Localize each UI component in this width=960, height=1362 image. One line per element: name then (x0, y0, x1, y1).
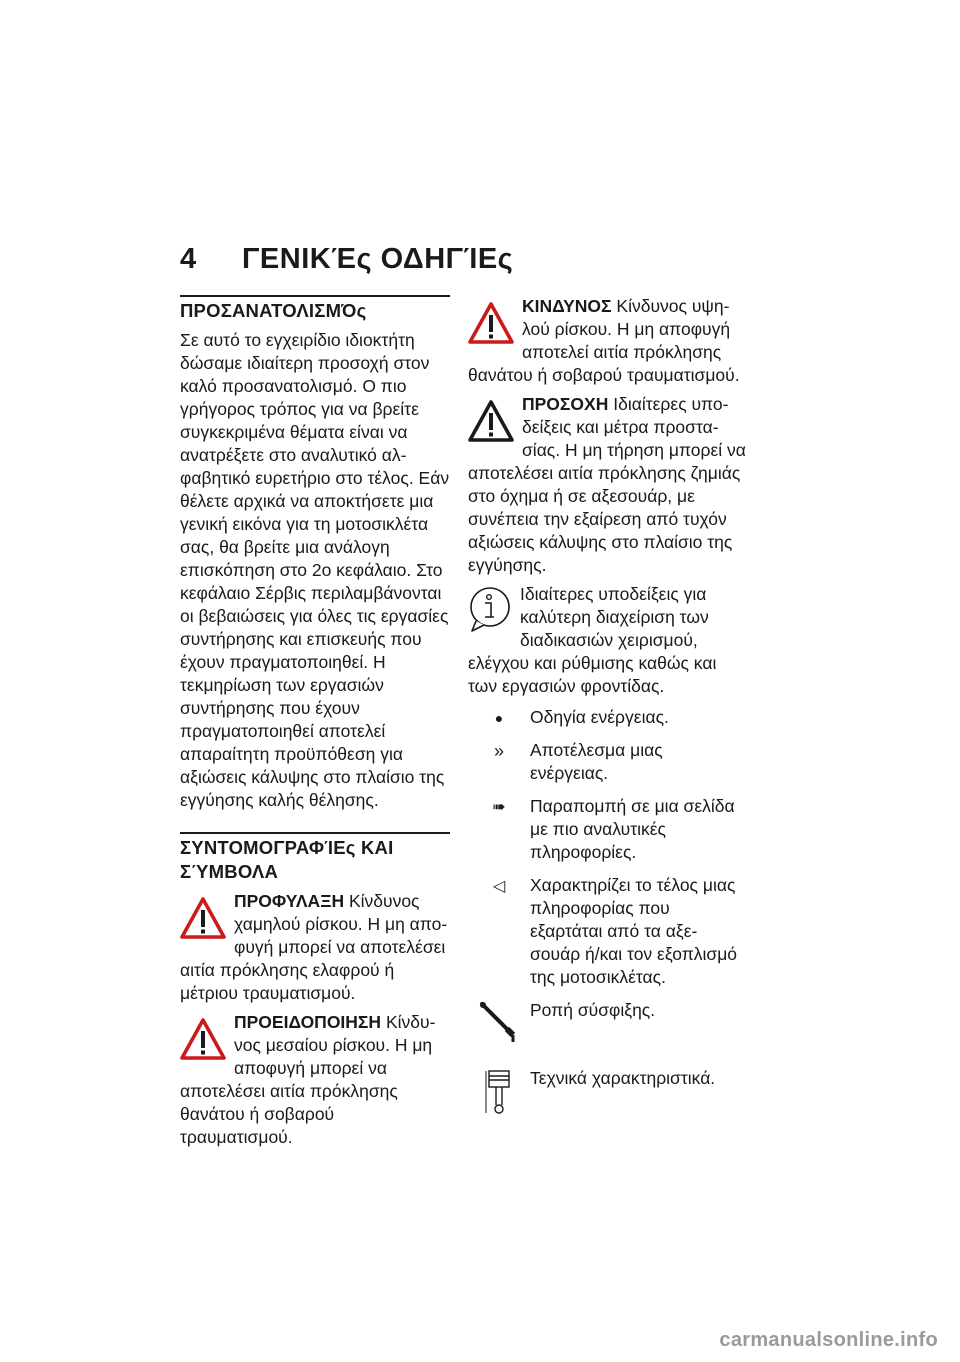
note-text: Ιδιαίτερες υποδείξεις για καλύτερη διαχείριση των διαδικασιών χειρισμού, ελέγχου και ρύθμισης καθώς και των εργασιών φροντίδας. (468, 584, 717, 696)
technical-data-icon (468, 1067, 530, 1115)
list-item (468, 999, 746, 1043)
list-item (468, 739, 746, 785)
symbol-description: Χαρακτηρίζει το τέλος μιας πληροφορίας που εξαρτάται από τα αξεσουάρ ή/και τον εξοπλισμό της μοτοσικλέτας. (530, 875, 738, 987)
warning-label: ΠΡΟΕΙΔΟΠΟΙΗΣΗ (234, 1012, 382, 1032)
warning-icon (180, 1017, 226, 1063)
symbol-list (468, 706, 746, 1115)
caution-notice (180, 890, 450, 1005)
attention-notice (468, 393, 746, 577)
caution-text: Κίνδυνος χαμηλού ρίσκου. Η μη αποφυγή μπορεί να αποτελέσει αιτία πρόκλησης ελαφρού ή μέτριου τραυματισμού. (180, 891, 448, 1003)
right-column (468, 295, 746, 1125)
section-divider (180, 832, 450, 834)
attention-warning-icon (468, 399, 514, 445)
note-notice (468, 583, 746, 698)
symbol-description: Τεχνικά χαρακτηριστικά. (530, 1068, 716, 1088)
symbol-description: Αποτέλεσμα μιας ενέργειας. (530, 740, 663, 783)
list-item (468, 795, 746, 864)
caution-warning-icon (180, 896, 226, 942)
abbrev-heading: ΣΥΝΤΟΜΟΓΡΑΦΊΕς ΚΑΙ ΣΎΜΒΟΛΑ (180, 837, 394, 882)
torque-wrench-icon (468, 999, 530, 1043)
caution-label: ΠΡΟΦΥΛΑΞΗ (234, 891, 345, 911)
symbol-description: Ροπή σύσφιξης. (530, 1000, 656, 1020)
danger-warning-icon (468, 301, 514, 347)
page-reference-icon: ➠ (492, 799, 506, 816)
list-item (468, 874, 746, 989)
left-column (180, 295, 450, 1155)
section-divider (180, 295, 450, 297)
attention-label: ΠΡΟΣΟΧΗ (522, 394, 609, 414)
result-icon: » (493, 741, 504, 761)
danger-text: Κίνδυνος υψηλού ρίσκου. Η μη αποφυγή αποτελεί αιτία πρόκλησης θανάτου ή σοβαρού τραυματισμού. (468, 296, 740, 385)
attention-text: Ιδιαίτερες υποδείξεις και μέτρα προστασίας. Η μη τήρηση μπορεί να αποτελέσει αιτία πρόκλησης ζημιάς στο όχημα ή σε αξεσουάρ, με συνέπεια την εξαίρεση από τυχόν αξιώσεις κάλυψης στο πλαίσιο της εγγύησης. (468, 394, 746, 575)
chapter-name: ΓΕΝΙΚΈς ΟΔΗΓΊΕς (242, 243, 514, 275)
list-item (468, 1067, 746, 1115)
danger-notice (468, 295, 746, 387)
list-item (468, 706, 746, 729)
info-icon (468, 585, 512, 633)
orientation-heading: ΠΡΟΣΑΝΑΤΟΛΙΣΜΌς (180, 300, 367, 321)
accessory-dependent-icon: ◁ (492, 878, 506, 895)
warning-notice (180, 1011, 450, 1149)
chapter-title (180, 243, 513, 276)
orientation-text: Σε αυτό το εγχειρίδιο ιδιοκτήτη δώσαμε ιδιαίτερη προσοχή στον καλό προσανατολισμό. Ο πιο γρήγορος τρόπος για να βρείτε συγκεκριμένα θέματα είναι να ανατρέξετε στο αναλυτικό αλφαβητικό ευρετήριο στο τέλος. Εάν θέλετε αρχικά να αποκτήσετε μια γενική εικόνα για τη μοτοσικλέτα σας, θα βρείτε μια ανάλογη επισκόπηση στο 2ο κεφάλαιο. Στο κεφάλαιο Σέρβις περιλαμβάνονται οι βεβαιώσεις για όλες τις εργασίες συντήρησης και επισκευής που έχουν πραγματοποιηθεί. Η τεκμηρίωση των εργασιών συντήρησης που έχουν πραγματοποιηθεί αποτελεί απαραίτητη προϋπόθεση για αξιώσεις κάλυψης στο πλαίσιο της εγγύησης καλής θέλησης. (180, 330, 450, 810)
chapter-number: 4 (180, 243, 197, 275)
symbol-description: Οδηγία ενέργειας. (530, 707, 669, 727)
site-watermark: carmanualsonline.info (719, 1329, 938, 1351)
danger-label: ΚΙΝΔΥΝΟΣ (522, 296, 612, 316)
bullet-icon: ● (494, 710, 504, 726)
symbol-description: Παραπομπή σε μια σελίδα με πιο αναλυτικές πληροφορίες. (530, 796, 735, 862)
warning-text: Κίνδυνος μεσαίου ρίσκου. Η μη αποφυγή μπορεί να αποτελέσει αιτία πρόκλησης θανάτου ή σοβαρού τραυματισμού. (180, 1012, 436, 1147)
